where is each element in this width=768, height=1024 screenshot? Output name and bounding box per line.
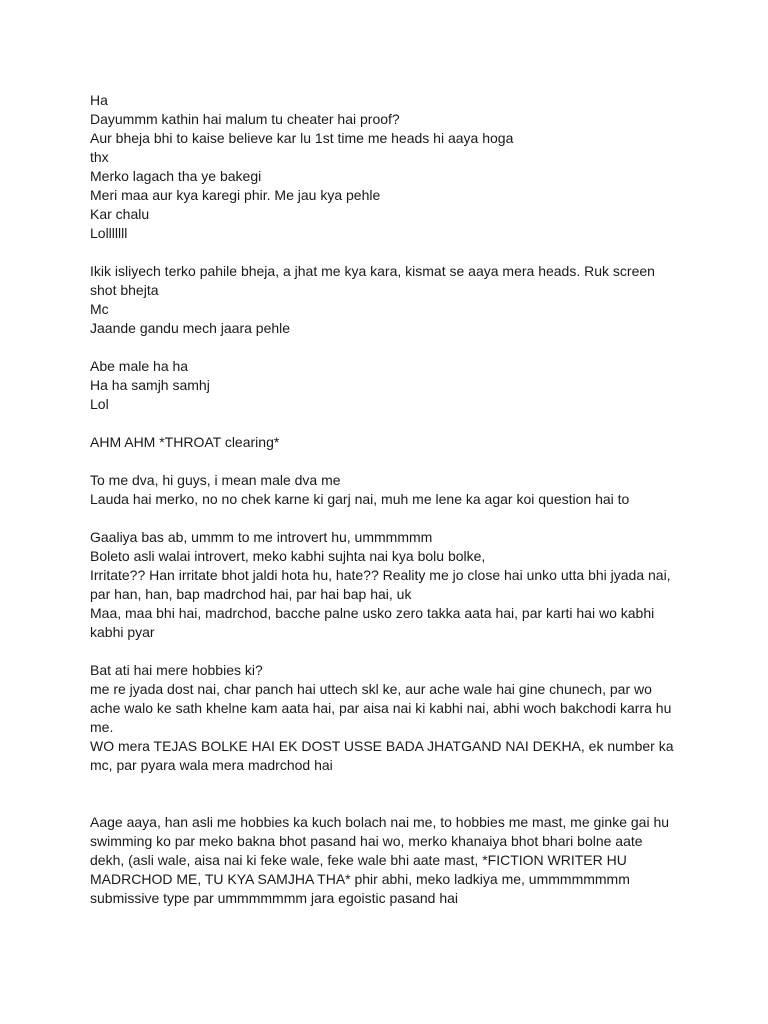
paragraph-8 <box>90 813 680 908</box>
text-line: Aage aaya, han asli me hobbies ka kuch bolach nai me, to hobbies me mast, me ginke gai hu swimming ko par meko bakna bhot pasand hai wo, merko khanaiya bhot bhari bolne aate dekh, (asli wale, aisa nai ki feke wale, feke wale bhi aate mast, *FICTION WRITER HU MADRCHOD ME, TU KYA SAMJHA THA* phir abhi, meko ladkiya me, ummmmmmmm submissive type par ummmmmmm jara egoistic pasand hai <box>90 814 670 906</box>
text-line: Ikik isliyech terko pahile bheja, a jhat me kya kara, kismat se aaya mera heads. Ruk screen shot bhejta <box>90 263 655 298</box>
text-line: thx <box>90 149 109 165</box>
text-line: Ha <box>90 92 108 108</box>
paragraph-1 <box>90 91 680 243</box>
text-line: Boleto asli walai introvert, meko kabhi sujhta nai kya bolu bolke, <box>90 548 486 564</box>
text-line: WO mera TEJAS BOLKE HAI EK DOST USSE BADA JHATGAND NAI DEKHA, ek number ka mc, par pyara wala mera madrchod hai <box>90 738 674 773</box>
text-line: me re jyada dost nai, char panch hai uttech skl ke, aur ache wale hai gine chunech, par wo ache walo ke sath khelne kam aata hai, par aisa nai ki kabhi nai, abhi woch bakchodi karra hu me. <box>90 681 672 735</box>
text-line: Mc <box>90 301 109 317</box>
text-line: Jaande gandu mech jaara pehle <box>90 320 291 336</box>
text-line: Irritate?? Han irritate bhot jaldi hota hu, hate?? Reality me jo close hai unko utta bhi jyada nai, par han, han, bap madrchod hai, par hai bap hai, uk <box>90 567 671 602</box>
text-line: Maa, maa bhi hai, madrchod, bacche palne usko zero takka aata hai, par karti hai wo kabhi kabhi pyar <box>90 605 655 640</box>
text-line: To me dva, hi guys, i mean male dva me <box>90 472 341 488</box>
text-line: Lauda hai merko, no no chek karne ki garj nai, muh me lene ka agar koi question hai to <box>90 491 630 507</box>
paragraph-4 <box>90 433 680 452</box>
paragraph-5 <box>90 471 680 509</box>
text-line: Kar chalu <box>90 206 150 222</box>
text-line: Bat ati hai mere hobbies ki? <box>90 662 263 678</box>
text-line: Dayummm kathin hai malum tu cheater hai proof? <box>90 111 400 127</box>
paragraph-6 <box>90 528 680 642</box>
text-line: AHM AHM *THROAT clearing* <box>90 434 280 450</box>
paragraph-2 <box>90 262 680 338</box>
text-line: Aur bheja bhi to kaise believe kar lu 1st time me heads hi aaya hoga <box>90 130 514 146</box>
document-page <box>90 91 680 927</box>
text-line: Meri maa aur kya karegi phir. Me jau kya pehle <box>90 187 381 203</box>
text-line: Gaaliya bas ab, ummm to me introvert hu, ummmmmm <box>90 529 433 545</box>
text-line: Merko lagach tha ye bakegi <box>90 168 262 184</box>
paragraph-3 <box>90 357 680 414</box>
text-line: Lol <box>90 396 109 412</box>
text-line: Ha ha samjh samhj <box>90 377 210 393</box>
paragraph-7 <box>90 661 680 775</box>
text-line: Abe male ha ha <box>90 358 189 374</box>
text-line: Lolllllll <box>90 225 128 241</box>
